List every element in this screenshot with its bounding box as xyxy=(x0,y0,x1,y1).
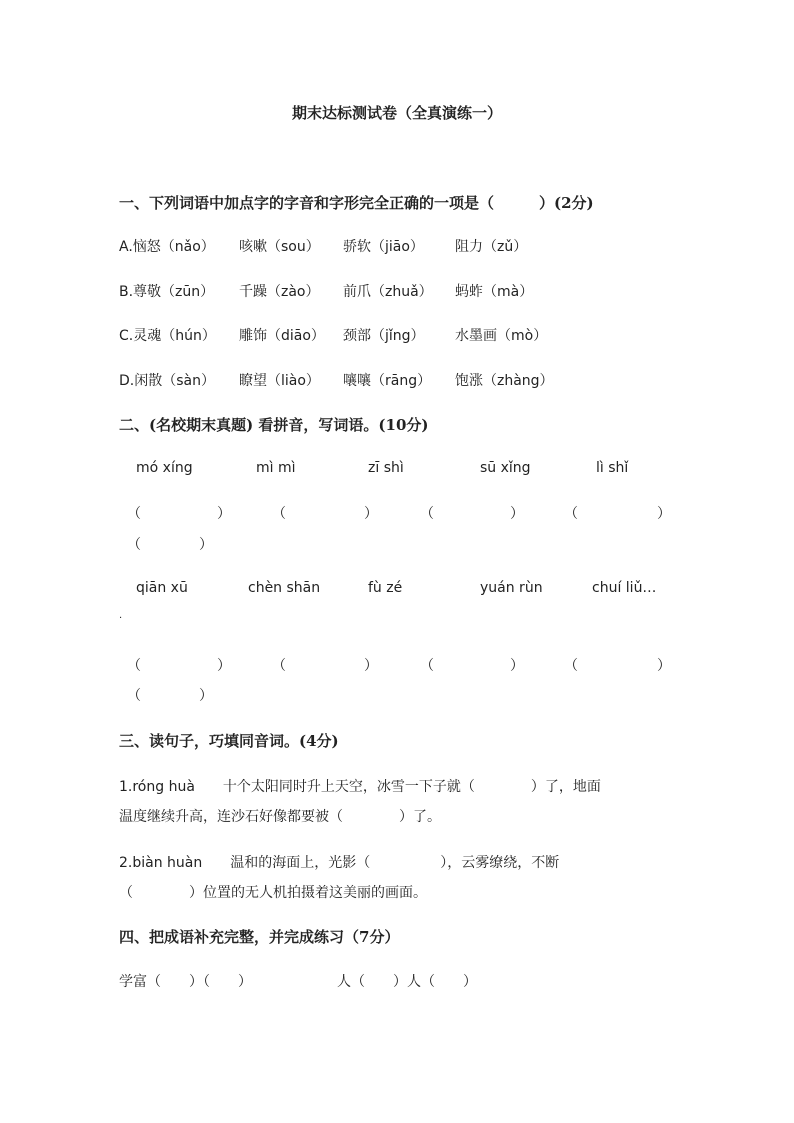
option-item: 骄软（jiāo） xyxy=(343,239,424,255)
paren-open: （ xyxy=(420,658,434,674)
paren-open: （ xyxy=(127,688,141,704)
option-label: C.灵魂（hún） xyxy=(119,328,216,344)
option-item: 饱涨（zhàng） xyxy=(455,373,554,389)
option-label: D.闲散（sàn） xyxy=(119,373,215,389)
paren-close: ） xyxy=(217,658,231,674)
q3-sentence-1-line-2: 温度继续升高，连沙石好像都要被（ ）了。 xyxy=(119,809,441,825)
paren-close: ） xyxy=(217,506,231,522)
q2-heading: 二、(名校期末真题) 看拼音，写词语。(10分) xyxy=(119,416,429,434)
paren-open: （ xyxy=(127,506,141,522)
paren-close: ） xyxy=(657,506,671,522)
pinyin: mó xíng xyxy=(136,460,193,476)
paren-close: ） xyxy=(510,506,524,522)
paren-close: ） xyxy=(510,658,524,674)
option-item: 阻力（zǔ） xyxy=(455,239,528,255)
pinyin: lì shǐ xyxy=(596,460,629,476)
q3-sentence-2-line-2: （ ）位置的无人机拍摄着这美丽的画面。 xyxy=(119,885,427,901)
option-item: 前爪（zhuǎ） xyxy=(343,284,433,300)
pinyin: mì mì xyxy=(256,460,296,476)
q3-sentence-2-line-1: 2.biàn huàn 温和的海面上，光影（ ），云雾缭绕，不断 xyxy=(119,855,560,871)
paren-open: （ xyxy=(564,658,578,674)
q4-idiom-1: 学富（ ）（ ） xyxy=(119,974,252,990)
q3-sentence-1-line-1: 1.róng huà 十个太阳同时升上天空，冰雪一下子就（ ）了，地面 xyxy=(119,779,601,795)
paren-close: ） xyxy=(364,658,378,674)
option-label: A.恼怒（nǎo） xyxy=(119,239,215,255)
q1-heading: 一、下列词语中加点字的字音和字形完全正确的一项是（ ）(2分) xyxy=(119,194,594,212)
pinyin: chèn shān xyxy=(248,580,321,596)
pinyin: sū xǐng xyxy=(480,460,531,476)
option-item: 咳嗽（sou） xyxy=(239,239,320,255)
paren-close: ） xyxy=(199,688,213,704)
page-title: 期末达标测试卷（全真演练一） xyxy=(291,104,502,122)
paren-open: （ xyxy=(272,658,286,674)
q4-idiom-2: 人（ ）人（ ） xyxy=(337,974,477,990)
pinyin: fù zé xyxy=(368,580,403,596)
option-item: 瞭望（liào） xyxy=(239,373,320,389)
stray-dot: . xyxy=(119,610,123,621)
pinyin: zī shì xyxy=(368,460,404,476)
option-item: 颈部（jǐng） xyxy=(343,328,425,344)
q3-heading: 三、读句子，巧填同音词。(4分) xyxy=(119,732,339,750)
paren-close: ） xyxy=(657,658,671,674)
pinyin: yuán rùn xyxy=(480,580,543,596)
pinyin: chuí liǔ… xyxy=(592,580,657,596)
paren-open: （ xyxy=(564,506,578,522)
option-item: 雕饰（diāo） xyxy=(239,328,325,344)
option-item: 嚷嚷（rāng） xyxy=(343,373,432,389)
option-label: B.尊敬（zūn） xyxy=(119,284,215,300)
paren-open: （ xyxy=(420,506,434,522)
paren-open: （ xyxy=(127,537,141,553)
option-item: 水墨画（mò） xyxy=(455,328,548,344)
paren-open: （ xyxy=(127,658,141,674)
q4-heading: 四、把成语补充完整，并完成练习（7分） xyxy=(119,928,400,946)
pinyin: qiān xū xyxy=(136,580,188,596)
option-item: 千躁（zào） xyxy=(239,284,320,300)
option-item: 蚂蚱（mà） xyxy=(455,284,534,300)
paren-close: ） xyxy=(199,537,213,553)
paren-open: （ xyxy=(272,506,286,522)
paren-close: ） xyxy=(364,506,378,522)
